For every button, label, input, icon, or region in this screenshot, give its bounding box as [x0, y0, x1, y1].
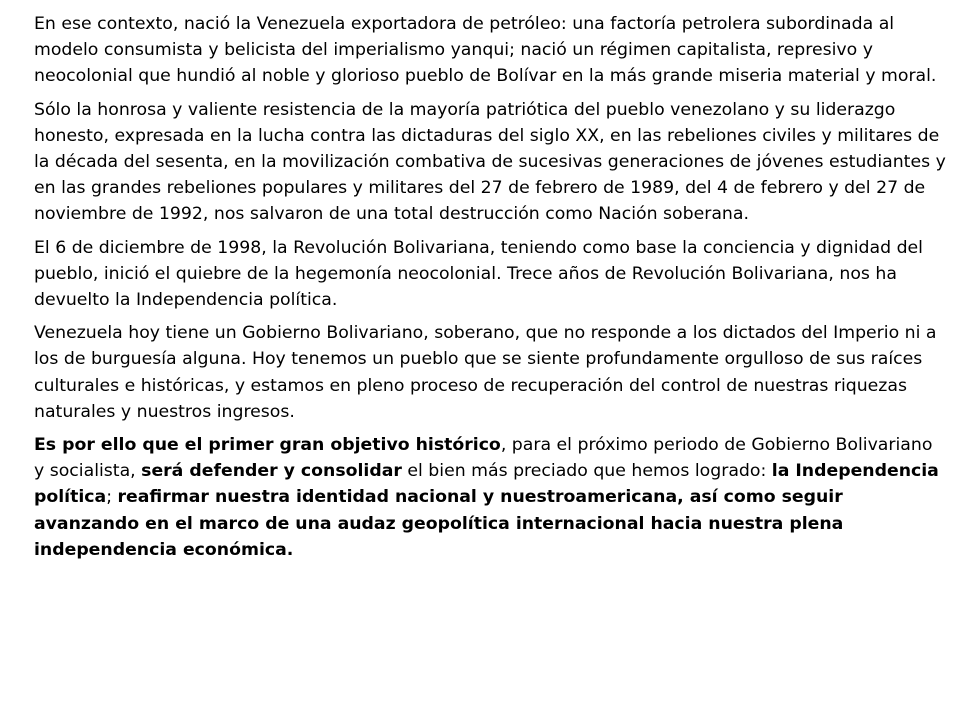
emphasis-reaffirm-identity: reafirmar nuestra identidad nacional y nuestroamericana, así como seguir avanzando en el marco de una audaz geopolítica internacional hacia nuestra plena independencia económica. [34, 487, 844, 560]
paragraph-text: Sólo la honrosa y valiente resistencia de la mayoría patriótica del pueblo venezolano y su liderazgo honesto, expresada en la lucha contra las dictaduras del siglo XX, en las rebeliones civiles y militares de la década del sesenta, en la movilización combativa de sucesivas generaciones de jóvenes estudiantes y en las grandes rebeliones populares y militares del 27 de febrero de 1989, del 4 de febrero y del 27 de noviembre de 1992, nos salvaron de una total destrucción como Nación soberana. [34, 99, 946, 225]
document-body [34, 11, 946, 563]
paragraph-text: En ese contexto, nació la Venezuela exportadora de petróleo: una factoría petrolera subordinada al modelo consumista y belicista del imperialismo yanqui; nació un régimen capitalista, represivo y neocolonial que hundió al noble y glorioso pueblo de Bolívar en la más grande miseria material y moral. [34, 14, 937, 87]
paragraph-oil-factory [34, 11, 946, 90]
paragraph-text: el bien más preciado que hemos logrado: [401, 461, 772, 482]
paragraph-sovereign-government [34, 320, 946, 425]
paragraph-historic-objective [34, 432, 946, 563]
paragraph-revolution-1998 [34, 235, 946, 314]
paragraph-resistance [34, 97, 946, 228]
paragraph-text: Venezuela hoy tiene un Gobierno Bolivariano, soberano, que no responde a los dictados del Imperio ni a los de burguesía alguna. Hoy tenemos un pueblo que se siente profundamente orgulloso de sus raíces culturales e históricas, y estamos en pleno proceso de recuperación del control de nuestras riquezas naturales y nuestros ingresos. [34, 323, 937, 422]
paragraph-text: , para el próximo periodo de Gobierno Bolivariano y socialista, [34, 435, 933, 482]
emphasis-political-independence: la Independencia política [34, 461, 939, 508]
emphasis-defend-consolidate: será defender y consolidar [141, 461, 402, 482]
paragraph-text: ; [106, 487, 118, 508]
paragraph-text: El 6 de diciembre de 1998, la Revolución Bolivariana, teniendo como base la conciencia y dignidad del pueblo, inició el quiebre de la hegemonía neocolonial. Trece años de Revolución Bolivariana, nos ha devuelto la Independencia política. [34, 237, 923, 311]
emphasis-primary-objective: Es por ello que el primer gran objetivo histórico [34, 435, 501, 456]
